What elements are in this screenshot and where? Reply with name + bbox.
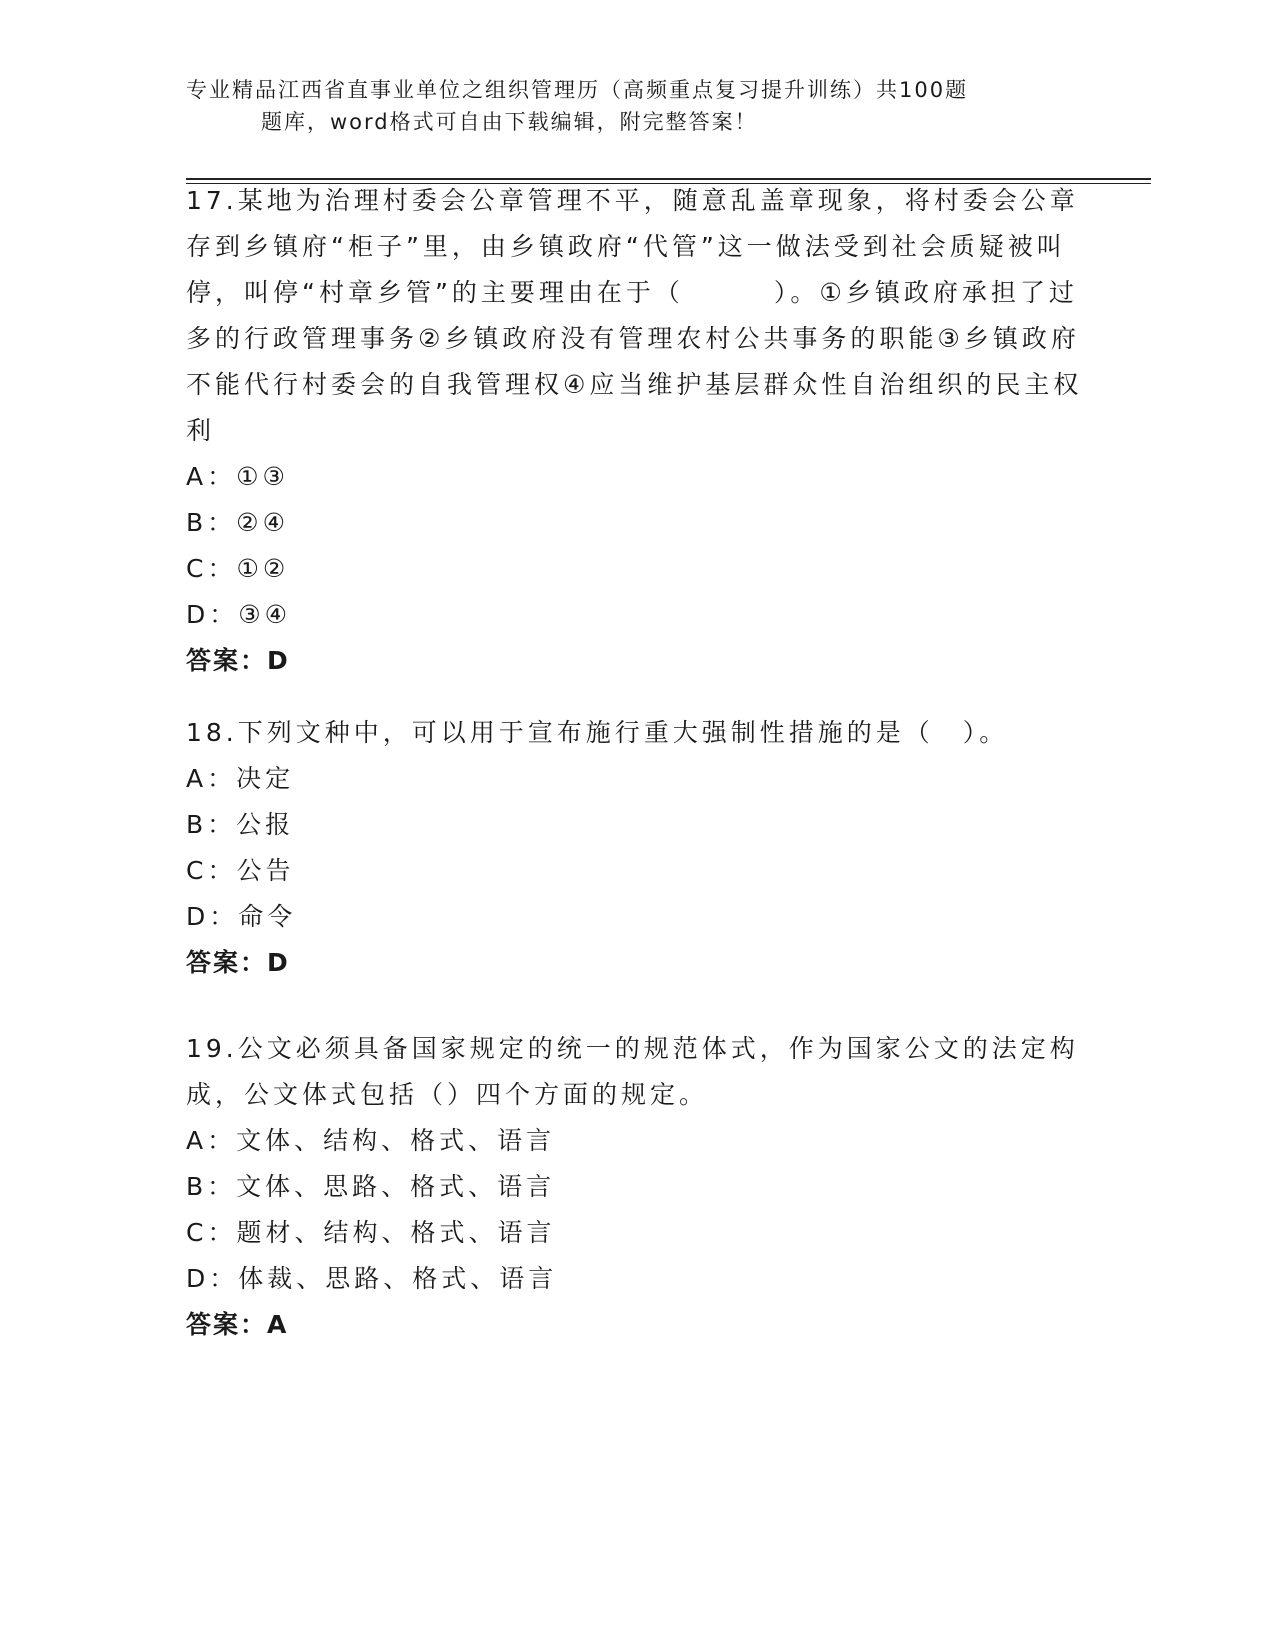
- question-stem-part-1: 17.某地为治理村委会公章管理不平，随意乱盖章现象，将村委会公章存到乡镇府“柜子”里，由乡镇政府“代管”这一做法受到社会质疑被叫停，叫停“村章乡管”的主要理由在于（: [186, 186, 1079, 307]
- option-a: A：文体、结构、格式、语言: [186, 1126, 556, 1155]
- option-c: C：①②: [186, 554, 290, 583]
- option-c: C：公告: [186, 856, 295, 885]
- question-stem: [186, 178, 1086, 454]
- question-stem-part-2: ）。①乡镇政府承担了过多的行政管理事务②乡镇政府没有管理农村公共事务的职能③乡镇政府不能代行村委会的自我管理权④应当维护基层群众性自治组织的民主权利: [186, 278, 1083, 445]
- option-b: B：②④: [186, 508, 289, 537]
- option-b: B：公报: [186, 810, 295, 839]
- question-stem: 18.下列文种中，可以用于宣布施行重大强制性措施的是（ ）。: [186, 718, 1009, 747]
- document-header: [186, 74, 1066, 138]
- option-d: D：③④: [186, 600, 292, 629]
- question-stem: 19.公文必须具备国家规定的统一的规范体式，作为国家公文的法定构成，公文体式包括（）四个方面的规定。: [186, 1034, 1079, 1109]
- option-b: B：文体、思路、格式、语言: [186, 1172, 556, 1201]
- option-d: D：体裁、思路、格式、语言: [186, 1264, 558, 1293]
- question-18: [186, 710, 1086, 986]
- question-17: [186, 178, 1086, 684]
- option-a: A：①③: [186, 462, 289, 491]
- question-19: [186, 1026, 1086, 1348]
- answer: 答案：D: [186, 948, 290, 977]
- header-line-2: 题库，word格式可自由下载编辑，附完整答案！: [261, 110, 758, 134]
- answer: 答案：A: [186, 1310, 289, 1339]
- header-line-1: 专业精品江西省直事业单位之组织管理历（高频重点复习提升训练）共100题: [186, 78, 969, 102]
- option-a: A：决定: [186, 764, 295, 793]
- answer: 答案：D: [186, 646, 290, 675]
- option-d: D：命令: [186, 902, 297, 931]
- option-c: C：题材、结构、格式、语言: [186, 1218, 556, 1247]
